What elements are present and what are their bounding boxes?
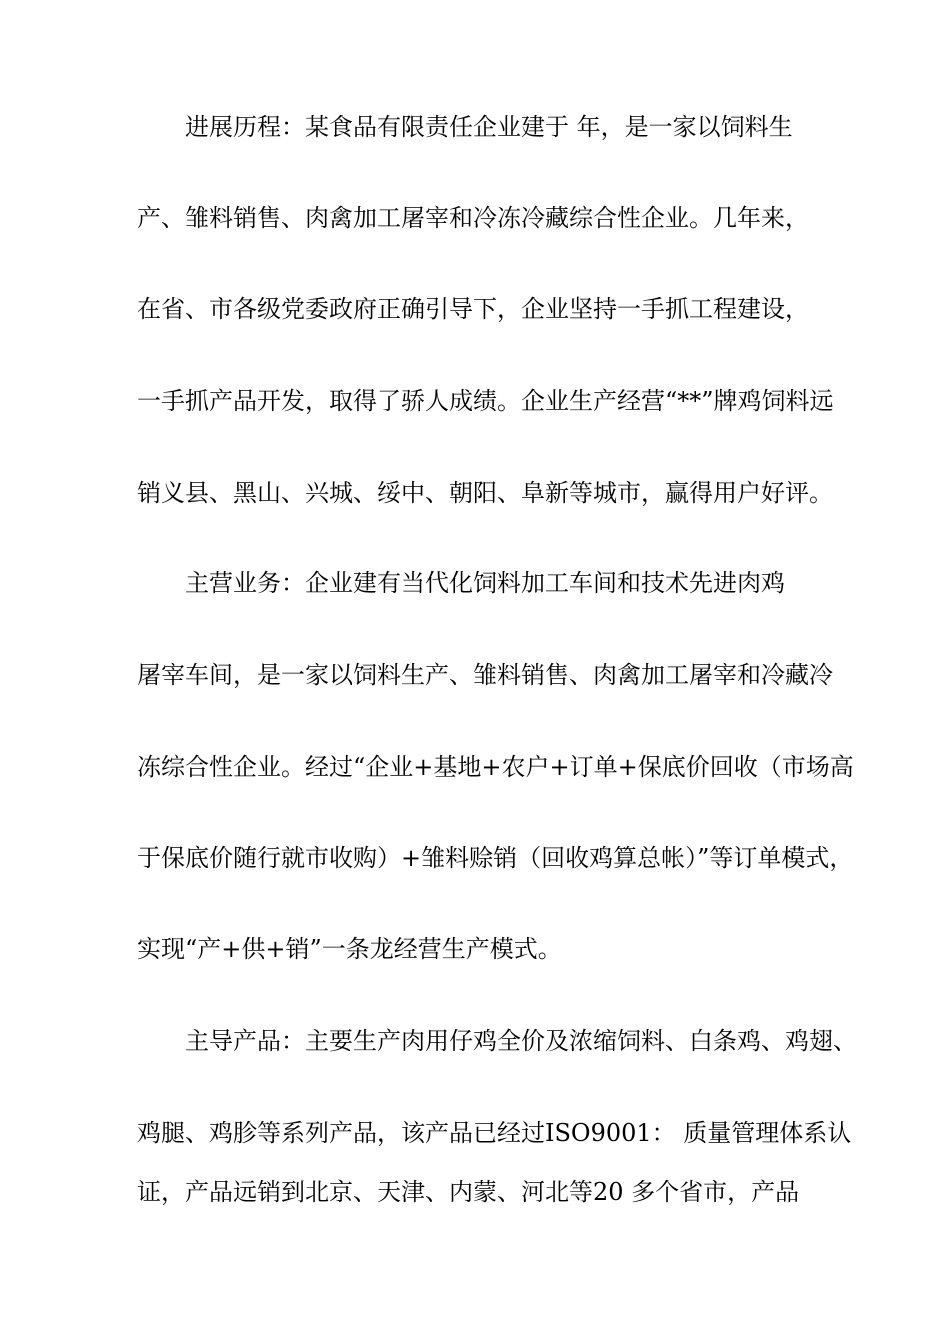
text-line: 主营业务：企业建有当代化饲料加工车间和技术先进肉鸡 (185, 569, 785, 597)
text-line: 进展历程：某食品有限责任企业建于 年，是一家以饲料生 (185, 113, 793, 141)
text-line: 证，产品远销到北京、天津、内蒙、河北等20 多个省市，产品 (137, 1178, 800, 1206)
text-line: 实现“产+供+销”一条龙经营生产模式。 (137, 935, 562, 963)
text-line: 主导产品：主要生产肉用仔鸡全价及浓缩饲料、白条鸡、鸡翅、 (185, 1027, 857, 1055)
text-line: 鸡腿、鸡胗等系列产品，该产品已经过ISO9001： 质量管理体系认 (137, 1119, 852, 1147)
text-line: 产、雏料销售、肉禽加工屠宰和冷冻冷藏综合性企业。几年来， (137, 204, 809, 232)
text-line: 于保底价随行就市收购）+雏料赊销（回收鸡算总帐）”等订单模式， (137, 844, 854, 872)
text-line: 屠宰车间，是一家以饲料生产、雏料销售、肉禽加工屠宰和冷藏冷 (137, 661, 833, 689)
text-line: 冻综合性企业。经过“企业+基地+农户+订单+保底价回收（市场高 (137, 753, 854, 781)
text-line: 一手抓产品开发，取得了骄人成绩。企业生产经营“**”牌鸡饲料远 (137, 387, 834, 415)
text-line: 销义县、黑山、兴城、绥中、朝阳、阜新等城市，赢得用户好评。 (137, 479, 833, 507)
text-line: 在省、市各级党委政府正确引导下，企业坚持一手抓工程建设， (137, 295, 809, 323)
